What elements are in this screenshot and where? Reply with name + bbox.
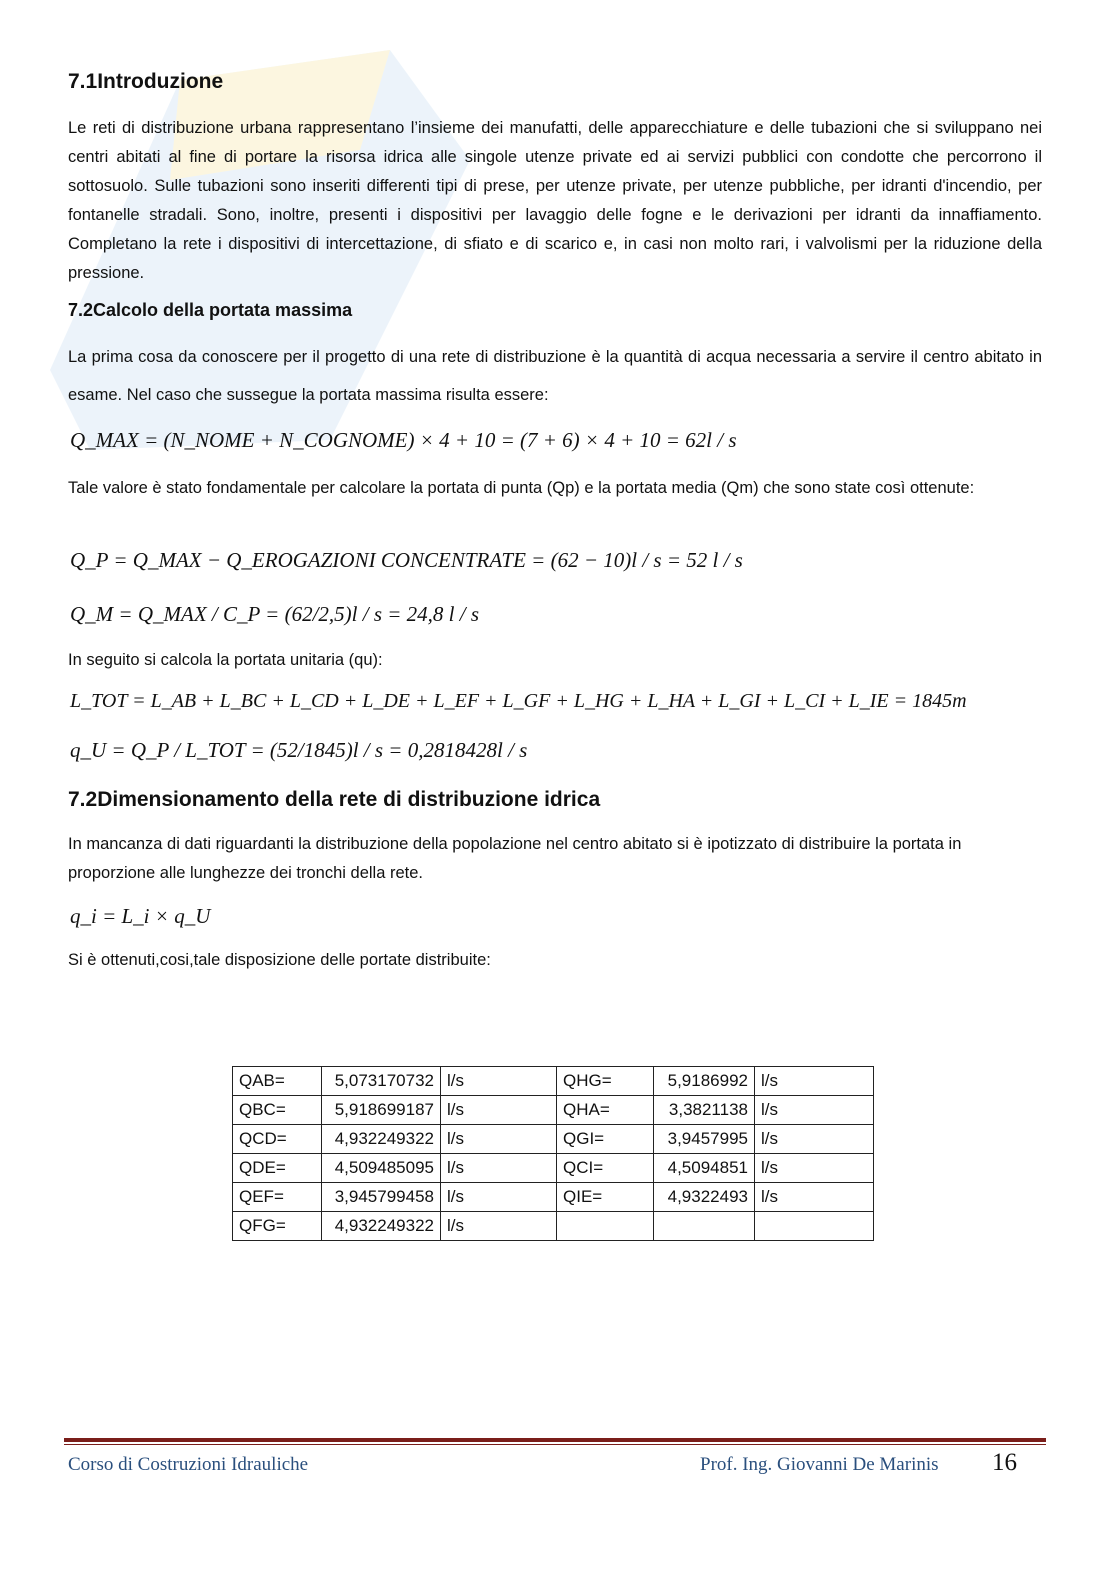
value-cell: 3,3821138 <box>654 1096 755 1125</box>
value-cell: 4,932249322 <box>322 1125 441 1154</box>
portate-table <box>232 1066 874 1241</box>
page-number: 16 <box>992 1449 1017 1476</box>
value-cell: 3,945799458 <box>322 1183 441 1212</box>
footer-course: Corso di Costruzioni Idrauliche <box>68 1454 309 1475</box>
label-cell: QHG= <box>557 1067 654 1096</box>
unit-cell: l/s <box>441 1154 557 1183</box>
value-cell: 4,509485095 <box>322 1154 441 1183</box>
unit-cell: l/s <box>755 1183 874 1212</box>
unit-cell <box>755 1212 874 1241</box>
formula-qm-text: Q_M = Q_MAX / C_P = (62/2,5)l / s = 24,8 l / s <box>70 602 480 626</box>
value-cell: 5,918699187 <box>322 1096 441 1125</box>
unit-cell: l/s <box>755 1096 874 1125</box>
formula-qi <box>70 904 210 929</box>
formula-qp-text: Q_P = Q_MAX − Q_EROGAZIONI CONCENTRATE = (62 − 10)l / s = 52 l / s <box>70 548 743 572</box>
formula-qmax <box>70 428 737 453</box>
label-cell: QFG= <box>233 1212 322 1241</box>
unit-cell: l/s <box>441 1096 557 1125</box>
label-cell: QDE= <box>233 1154 322 1183</box>
calc-paragraph-3: In seguito si calcola la portata unitaria (qu): <box>68 651 383 669</box>
label-cell <box>557 1212 654 1241</box>
formula-ltot-text: L_TOT = L_AB + L_BC + L_CD + L_DE + L_EF + L_GF + L_HG + L_HA + L_GI + L_CI + L_IE = 1845m <box>70 690 967 712</box>
intro-paragraph: Le reti di distribuzione urbana rappresentano l’insieme dei manufatti, delle apparecchiature e delle tubazioni che si sviluppano nei centri abitati al fine di portare la risorsa idrica alle singole utenze private ed ai servizi pubblici con condotte che percorrono il sottosuolo. Sulle tubazioni sono inseriti differenti tipi di prese, per utenze private, per utenze pubbliche, per idranti d'incendio, per fontanelle stradali. Sono, inoltre, presenti i dispositivi per lavaggio delle fogne e le derivazioni per idranti da innaffiamento. Completano la rete i dispositivi di intercettazione, di sfiato e di scarico e, in casi non molto rari, i valvolismi per la riduzione della pressione. <box>68 119 1042 282</box>
value-cell <box>654 1212 755 1241</box>
label-cell: QCD= <box>233 1125 322 1154</box>
table-row <box>233 1154 874 1183</box>
table-row <box>233 1125 874 1154</box>
unit-cell: l/s <box>441 1183 557 1212</box>
label-cell: QIE= <box>557 1183 654 1212</box>
table-row <box>233 1096 874 1125</box>
value-cell: 4,9322493 <box>654 1183 755 1212</box>
table-row <box>233 1212 874 1241</box>
calc-paragraph-2: Tale valore è stato fondamentale per calcolare la portata di punta (Qp) e la portata media (Qm) che sono state così ottenute: <box>68 479 975 497</box>
value-cell: 5,073170732 <box>322 1067 441 1096</box>
value-cell: 4,932249322 <box>322 1212 441 1241</box>
dim-heading: 7.2Dimensionamento della rete di distribuzione idrica <box>68 788 601 811</box>
table-row <box>233 1183 874 1212</box>
formula-qu <box>70 738 527 763</box>
formula-qmax-text: Q_MAX = (N_NOME + N_COGNOME) × 4 + 10 = (7 + 6) × 4 + 10 = 62l / s <box>70 428 737 452</box>
unit-cell: l/s <box>441 1212 557 1241</box>
label-cell: QAB= <box>233 1067 322 1096</box>
calc-paragraph: La prima cosa da conoscere per il progetto di una rete di distribuzione è la quantità di acqua necessaria a servire il centro abitato in esame. Nel caso che sussegue la portata massima risulta essere: <box>68 348 1042 404</box>
unit-cell: l/s <box>755 1154 874 1183</box>
calc-heading: 7.2Calcolo della portata massima <box>68 300 353 320</box>
unit-cell: l/s <box>755 1125 874 1154</box>
portate-table-body <box>233 1067 874 1241</box>
formula-ltot <box>70 690 967 713</box>
label-cell: QHA= <box>557 1096 654 1125</box>
value-cell: 4,5094851 <box>654 1154 755 1183</box>
label-cell: QEF= <box>233 1183 322 1212</box>
unit-cell: l/s <box>755 1067 874 1096</box>
footer-rule <box>64 1438 1046 1442</box>
intro-heading: 7.1Introduzione <box>68 70 224 93</box>
table-row <box>233 1067 874 1096</box>
label-cell: QGI= <box>557 1125 654 1154</box>
formula-qp <box>70 548 743 573</box>
value-cell: 3,9457995 <box>654 1125 755 1154</box>
label-cell: QCI= <box>557 1154 654 1183</box>
unit-cell: l/s <box>441 1067 557 1096</box>
label-cell: QBC= <box>233 1096 322 1125</box>
formula-qu-text: q_U = Q_P / L_TOT = (52/1845)l / s = 0,2818428l / s <box>70 738 528 762</box>
dim-paragraph-2: Si è ottenuti,cosi,tale disposizione delle portate distribuite: <box>68 951 491 969</box>
unit-cell: l/s <box>441 1125 557 1154</box>
dim-paragraph: In mancanza di dati riguardanti la distribuzione della popolazione nel centro abitato si è ipotizzato di distribuire la portata in proporzione alle lunghezze dei tronchi della rete. <box>68 835 962 882</box>
footer-rule-thin <box>64 1444 1046 1445</box>
value-cell: 5,9186992 <box>654 1067 755 1096</box>
footer-professor: Prof. Ing. Giovanni De Marinis <box>700 1454 939 1475</box>
formula-qi-text: q_i = L_i × q_U <box>70 904 211 928</box>
formula-qm <box>70 602 479 627</box>
